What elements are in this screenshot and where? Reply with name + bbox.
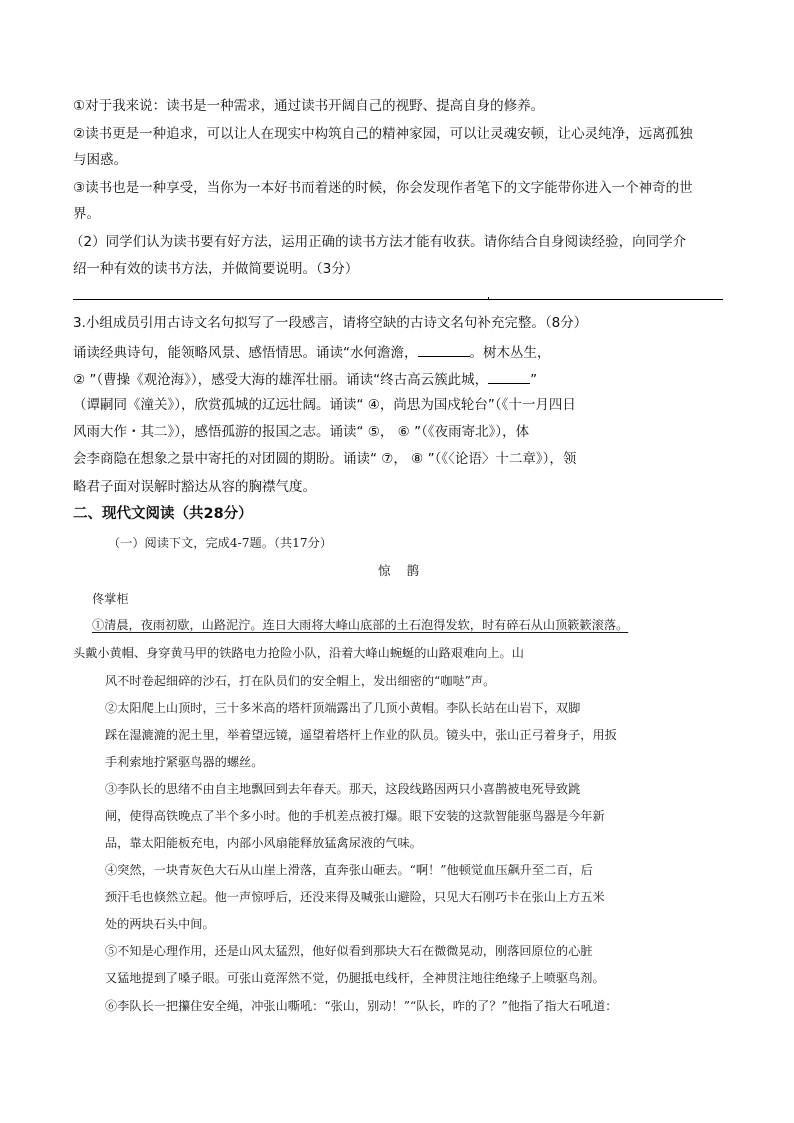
paragraph-5-line-2: 又猛地提到了嗓子眼。可张山竟浑然不觉，仍腿抵电线杆，全神贯注地往绝缘子上喷驱鸟剂。 xyxy=(105,971,605,985)
paragraph-1-line-1: ①清晨，夜雨初歇，山路泥泞。连日大雨将大峰山底部的土石泡得发软，时有碎石从山顶簌簌滚落。 xyxy=(92,618,629,632)
question-3-line-5: 会李商隐在想象之景中寄托的对团圆的期盼。诵读“ ⑦， ⑧ ”（《〈论语〉十二章》），领 xyxy=(73,451,577,467)
paragraph-4-line-1: ④突然，一块青灰色大石从山崖上滑落，直奔张山砸去。“啊！”他顿觉血压飙升至二百，后 xyxy=(105,863,593,877)
fill-blank-1[interactable] xyxy=(418,343,470,357)
question-2-line-1: （2）同学们认为读书要有好方法，运用正确的读书方法才能有收获。请你结合自身阅读经验，向同学介 xyxy=(70,234,687,250)
section-2-heading: 二、现代文阅读（共28分） xyxy=(73,506,253,522)
question-3-line-1-text-b: 。树木丛生， xyxy=(469,345,551,361)
reading-reason-2-line-1: ②读书更是一种追求，可以让人在现实中构筑自己的精神家园，可以让灵魂安顿，让心灵纯净，远离孤独 xyxy=(73,126,693,142)
question-3-line-3: （谭嗣同《潼关》），欣赏孤城的辽远壮阔。诵读“ ④，尚思为国戍轮台”（《十一月四日 xyxy=(73,397,576,413)
paragraph-3-line-1: ③李队长的思绪不由自主地飘回到去年春天。那天，这段线路因两只小喜鹊被电死导致跳 xyxy=(105,782,581,796)
paragraph-2-line-3: 手利索地拧紧驱鸟器的螺丝。 xyxy=(105,755,264,769)
question-3-line-4: 风雨大作・其二》），感悟孤游的报国之志。诵读“ ⑤， ⑥ ”（《夜雨寄北》），体 xyxy=(73,424,530,440)
paragraph-1-line-3: 风不时卷起细碎的沙石，打在队员们的安全帽上，发出细密的“咖哒”声。 xyxy=(105,674,496,688)
reading-reason-3-line-2: 界。 xyxy=(73,206,100,222)
question-3-line-1 xyxy=(73,343,551,361)
question-3-prompt: 3.小组成员引用古诗文名句拟写了一段感言，请将空缺的古诗文名句补充完整。（8分） xyxy=(73,315,588,331)
reading-reason-2-line-2: 与困惑。 xyxy=(73,152,127,168)
reading-subheading: （一）阅读下文，完成4-7题。（共17分） xyxy=(108,536,333,550)
passage-title: 惊 鹊 xyxy=(378,563,425,578)
question-3-line-2 xyxy=(73,370,537,388)
paragraph-4-line-3: 处的两块石头中间。 xyxy=(105,917,215,931)
question-2-line-2: 绍一种有效的读书方法，并做简要说明。（3分） xyxy=(73,261,359,277)
paragraph-5-line-1: ⑤不知是心理作用，还是山风太猛烈，他好似看到那块大石在微微晃动，刚落回原位的心脏 xyxy=(105,944,593,958)
passage-author: 佟掌柜 xyxy=(92,592,129,606)
paragraph-3-line-2: 闸，使得高铁晚点了半个多小时。他的手机差点被打爆。眼下安装的这款智能驱鸟器是今年新 xyxy=(105,809,605,823)
paragraph-4-line-2: 颈汗毛也倏然立起。他一声惊呼后，还没来得及喊张山避险，只见大石刚巧卡在张山上方五米 xyxy=(105,890,605,904)
paragraph-2-line-2: 踩在湿漉漉的泥土里，举着望远镜，遥望着塔杆上作业的队员。镜头中，张山正弓着身子，用扳 xyxy=(105,728,617,742)
paragraph-2-line-1: ②太阳爬上山顶时，三十多米高的塔杆顶端露出了几顶小黄帽。李队长站在山岩下，双脚 xyxy=(105,701,581,715)
paragraph-3-line-3: 品，靠太阳能板充电，内部小风扇能释放猛禽尿液的气味。 xyxy=(105,836,422,850)
reading-reason-1: ①对于我来说：读书是一种需求，通过读书开阔自己的视野、提高自身的修养。 xyxy=(73,98,545,114)
paragraph-1-line-2: 头戴小黄帽、身穿黄马甲的铁路电力抢险小队，沿着大峰山蜿蜒的山路艰难向上。山 xyxy=(73,646,524,660)
question-3-line-6: 略君子面对误解时豁达从容的胸襟气度。 xyxy=(73,479,316,495)
question-3-line-2-text: ② ”（曹操《观沧海》），感受大海的雄浑壮丽。诵读“终古高云簇此城， xyxy=(73,372,489,388)
answer-line[interactable] xyxy=(73,299,723,300)
question-3-line-2-end: ” xyxy=(530,372,538,388)
reading-reason-3-line-1: ③读书也是一种享受，当你为一本好书而着迷的时候，你会发现作者笔下的文字能带你进入一个神奇的世 xyxy=(73,180,693,196)
paragraph-6-line-1: ⑥李队长一把攥住安全绳，冲张山嘶吼：“张山，别动！”“队长，咋的了？”他指了指大石吼道： xyxy=(105,999,618,1013)
question-3-line-1-text-a: 诵读经典诗句，能领略风景、感悟情思。诵读“水何澹澹， xyxy=(73,345,418,361)
fill-blank-3[interactable] xyxy=(488,370,530,384)
